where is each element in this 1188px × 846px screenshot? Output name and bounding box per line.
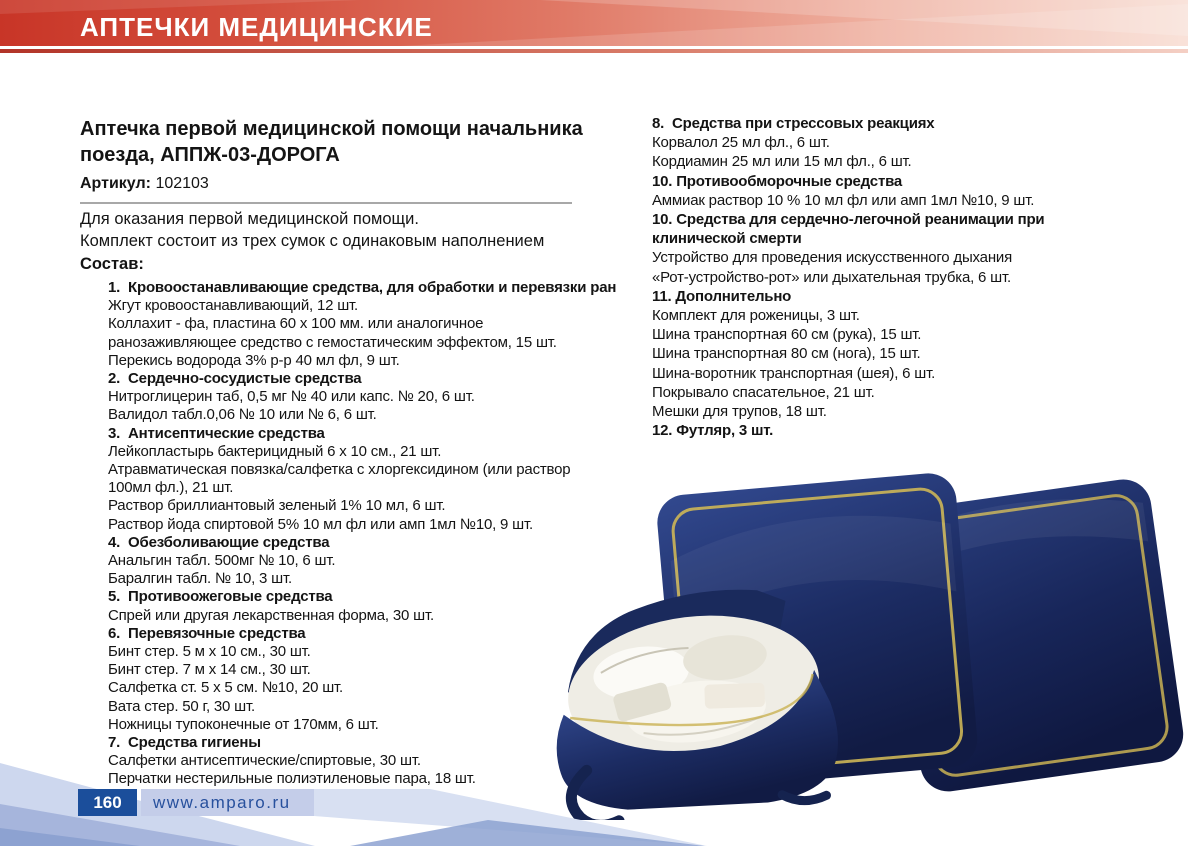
list-line: Мешки для трупов, 18 шт.	[652, 403, 827, 421]
page-title: АПТЕЧКИ МЕДИЦИНСКИЕ	[80, 12, 433, 42]
list-line: Корвалол 25 мл фл., 6 шт.	[652, 134, 830, 152]
section-heading: 5. Противоожеговые средства	[108, 588, 333, 606]
composition-list-right	[652, 114, 1182, 440]
list-line: Комплект для роженицы, 3 шт.	[652, 307, 860, 325]
list-line: Аммиак раствор 10 % 10 мл фл или амп 1мл №10, 9 шт.	[652, 191, 1035, 209]
list-line: Жгут кровоостанавливающий, 12 шт.	[108, 297, 359, 315]
article-row	[80, 174, 655, 194]
list-line: Вата стер. 50 г, 30 шт.	[108, 697, 255, 715]
list-line: ранозаживляющее средство с гемостатическим эффектом, 15 шт.	[108, 333, 557, 351]
list-line: Покрывало спасательное, 21 шт.	[652, 383, 875, 401]
website-link[interactable]: www.amparo.ru	[141, 789, 314, 816]
section-heading: 12. Футляр, 3 шт.	[652, 422, 774, 440]
section-heading: 7. Средства гигиены	[108, 734, 261, 752]
product-description	[80, 208, 655, 252]
section-heading: 4. Обезболивающие средства	[108, 533, 330, 551]
product-title	[80, 116, 655, 168]
list-line: Баралгин табл. № 10, 3 шт.	[108, 570, 292, 588]
composition-label: Состав:	[80, 255, 144, 273]
list-line: Шина-воротник транспортная (шея), 6 шт.	[652, 364, 936, 382]
list-line: Валидол табл.0,06 № 10 или № 6, 6 шт.	[108, 406, 377, 424]
list-line: Шина транспортная 80 см (нога), 15 шт.	[652, 345, 921, 363]
list-line: Салфетка ст. 5 х 5 см. №10, 20 шт.	[108, 679, 344, 697]
list-line: Кордиамин 25 мл или 15 мл фл., 6 шт.	[652, 153, 912, 171]
list-line: Перчатки нестерильные полиэтиленовые пара, 18 шт.	[108, 770, 476, 788]
section-heading: 3. Антисептические средства	[108, 424, 325, 442]
list-line: Салфетки антисептические/спиртовые, 30 шт.	[108, 752, 421, 770]
list-line: Бинт стер. 7 м х 14 см., 30 шт.	[108, 661, 311, 679]
section-heading: 10. Противообморочные средства	[652, 172, 903, 190]
section-heading: 1. Кровоостанавливающие средства, для обработки и перевязки ран	[108, 279, 617, 296]
section-heading: клинической смерти	[652, 230, 802, 248]
list-line: Коллахит - фа, пластина 60 х 100 мм. или аналогичное	[108, 315, 484, 333]
page-header	[0, 0, 1188, 46]
header-separator-red	[0, 49, 1188, 53]
list-line: Шина транспортная 60 см (рука), 15 шт.	[652, 326, 922, 344]
section-heading: 10. Средства для сердечно-легочной реанимации при	[652, 211, 1045, 229]
list-line: 100мл фл.), 21 шт.	[108, 479, 234, 497]
list-line: поезда, АППЖ-03-ДОРОГА	[80, 144, 340, 166]
section-heading: 2. Сердечно-сосудистые средства	[108, 370, 362, 388]
list-line: Анальгин табл. 500мг № 10, 6 шт.	[108, 552, 336, 570]
list-line: Устройство для проведения искусственного дыхания	[652, 249, 1013, 267]
list-line: Перекись водорода 3% р-р 40 мл фл, 9 шт.	[108, 351, 400, 369]
list-line: Комплект состоит из трех сумок с одинаковым наполнением	[80, 232, 545, 250]
list-line: Лейкопластырь бактерицидный 6 х 10 см., 21 шт.	[108, 442, 442, 460]
section-heading: 8. Средства при стрессовых реакциях	[652, 115, 935, 132]
list-line: Атравматическая повязка/салфетка с хлоргексидином (или раствор	[108, 461, 571, 479]
list-line: Ножницы тупоконечные от 170мм, 6 шт.	[108, 715, 379, 733]
list-line: Спрей или другая лекарственная форма, 30 шт.	[108, 606, 434, 624]
page-number: 160	[78, 789, 137, 816]
list-line: «Рот-устройство-рот» или дыхательная трубка, 6 шт.	[652, 268, 1011, 286]
article-label: Артикул:	[80, 175, 151, 192]
section-heading: 6. Перевязочные средства	[108, 624, 306, 642]
list-line: Бинт стер. 5 м х 10 см., 30 шт.	[108, 643, 311, 661]
list-line: Нитроглицерин таб, 0,5 мг № 40 или капс. № 20, 6 шт.	[108, 388, 475, 406]
list-line: Аптечка первой медицинской помощи начальника	[80, 118, 583, 140]
divider-rule	[80, 202, 572, 204]
list-line: Раствор йода спиртовой 5% 10 мл фл или амп 1мл №10, 9 шт.	[108, 515, 533, 533]
article-value: 102103	[155, 175, 209, 192]
section-heading: 11. Дополнительно	[652, 287, 792, 305]
list-line: Раствор бриллиантовый зеленый 1% 10 мл, 6 шт.	[108, 497, 446, 515]
list-line: Для оказания первой медицинской помощи.	[80, 210, 419, 228]
